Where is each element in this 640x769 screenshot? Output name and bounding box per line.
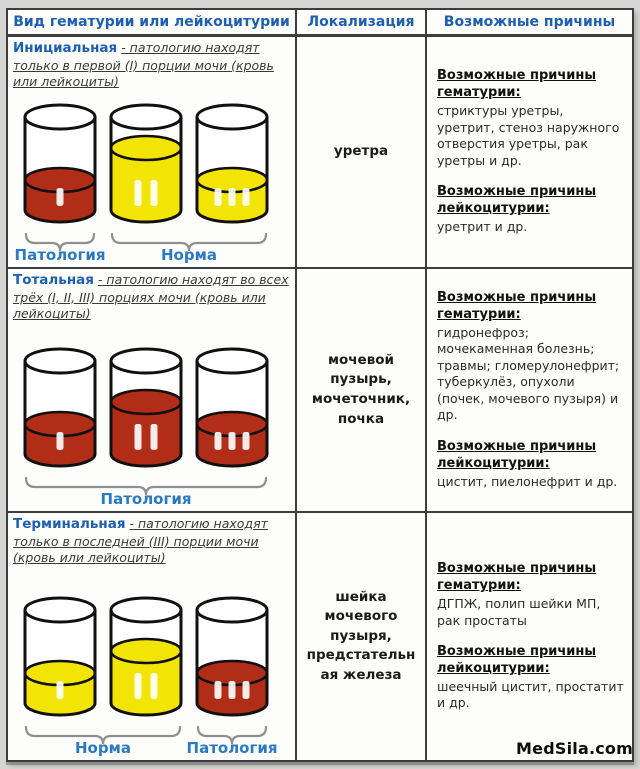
causes-cell	[427, 513, 632, 760]
leukocyturia-block	[437, 644, 624, 712]
type-name: Инициальная	[13, 40, 118, 56]
leukocyturia-block	[437, 439, 624, 490]
leukocyturia-title: Возможные причины лейкоцитурии:	[437, 644, 597, 676]
brace-label: Патология	[186, 739, 278, 757]
hematuria-block	[437, 290, 624, 424]
type-name: Тотальная	[13, 272, 94, 288]
table-grid	[8, 10, 632, 760]
brace-label: Патология	[100, 490, 192, 508]
leukocyturia-block	[437, 184, 624, 235]
hematuria-block	[437, 68, 624, 169]
type-description: Терминальная - патологию находят только в последней (III) порции мочи (кровь или лейкоциты)	[13, 516, 268, 566]
header-cell-localization: Локализация	[297, 10, 427, 37]
localization-cell	[297, 269, 427, 513]
header-cell-type: Вид гематурии или лейкоцитурии	[8, 10, 297, 37]
leukocyturia-title: Возможные причины лейкоцитурии:	[437, 438, 597, 471]
causes-cell	[427, 37, 632, 269]
hematuria-text: стриктуры уретры, уретрит, стеноз наружного отверстия уретры, рак уретры и др.	[437, 103, 620, 168]
header-cell-causes: Возможные причины	[427, 10, 632, 37]
type-description: Тотальная - патологию находят во всех трёх (I, II, III) порциях мочи (кровь или лейкоциты)	[13, 272, 289, 322]
leukocyturia-title: Возможные причины лейкоцитурии:	[437, 184, 597, 217]
watermark: MedSila.com	[516, 739, 633, 758]
brace-label: Патология	[14, 246, 106, 264]
beaker-diagram-total	[13, 346, 296, 508]
brace-label: Норма	[75, 739, 131, 757]
type-cell-initial	[8, 37, 297, 269]
hematuria-title: Возможные причины гематурии:	[437, 561, 597, 594]
hematuria-text: ДГПЖ, полип шейки МП, рак простаты	[437, 596, 601, 628]
hematuria-table	[6, 8, 634, 762]
localization-text: уретра	[333, 143, 389, 160]
type-cell-total	[8, 269, 297, 513]
localization-text: шейка мочевого пузыря, предстательная железа	[306, 588, 416, 683]
leukocyturia-text: уретрит и др.	[437, 219, 528, 235]
beaker-zone	[13, 346, 290, 509]
localization-text: мочевой пузырь, мочеточник, почка	[311, 351, 411, 427]
type-cell-terminal	[8, 513, 297, 760]
leukocyturia-text: цистит, пиелонефрит и др.	[437, 473, 618, 489]
type-description: Инициальная - патологию находят только в первой (I) порции мочи (кровь или лейкоциты)	[13, 40, 274, 90]
hematuria-title: Возможные причины гематурии:	[437, 68, 597, 101]
beaker-diagram-terminal	[13, 595, 296, 757]
hematuria-block	[437, 561, 624, 629]
localization-cell	[297, 513, 427, 760]
localization-cell	[297, 37, 427, 269]
causes-cell	[427, 269, 632, 513]
hematuria-title: Возможные причины гематурии:	[437, 289, 597, 322]
beaker-diagram-initial	[13, 102, 296, 264]
leukocyturia-text: шеечный цистит, простатит и др.	[437, 678, 624, 711]
type-name: Терминальная	[13, 516, 126, 532]
hematuria-text: гидронефроз; мочекаменная болезнь; травмы; гломерулонефрит; туберкулёз, опухоли (почек, мочевого пузыря) и др.	[437, 324, 620, 423]
beaker-zone	[13, 595, 290, 758]
brace-label: Норма	[161, 246, 217, 264]
beaker-zone	[13, 102, 290, 265]
